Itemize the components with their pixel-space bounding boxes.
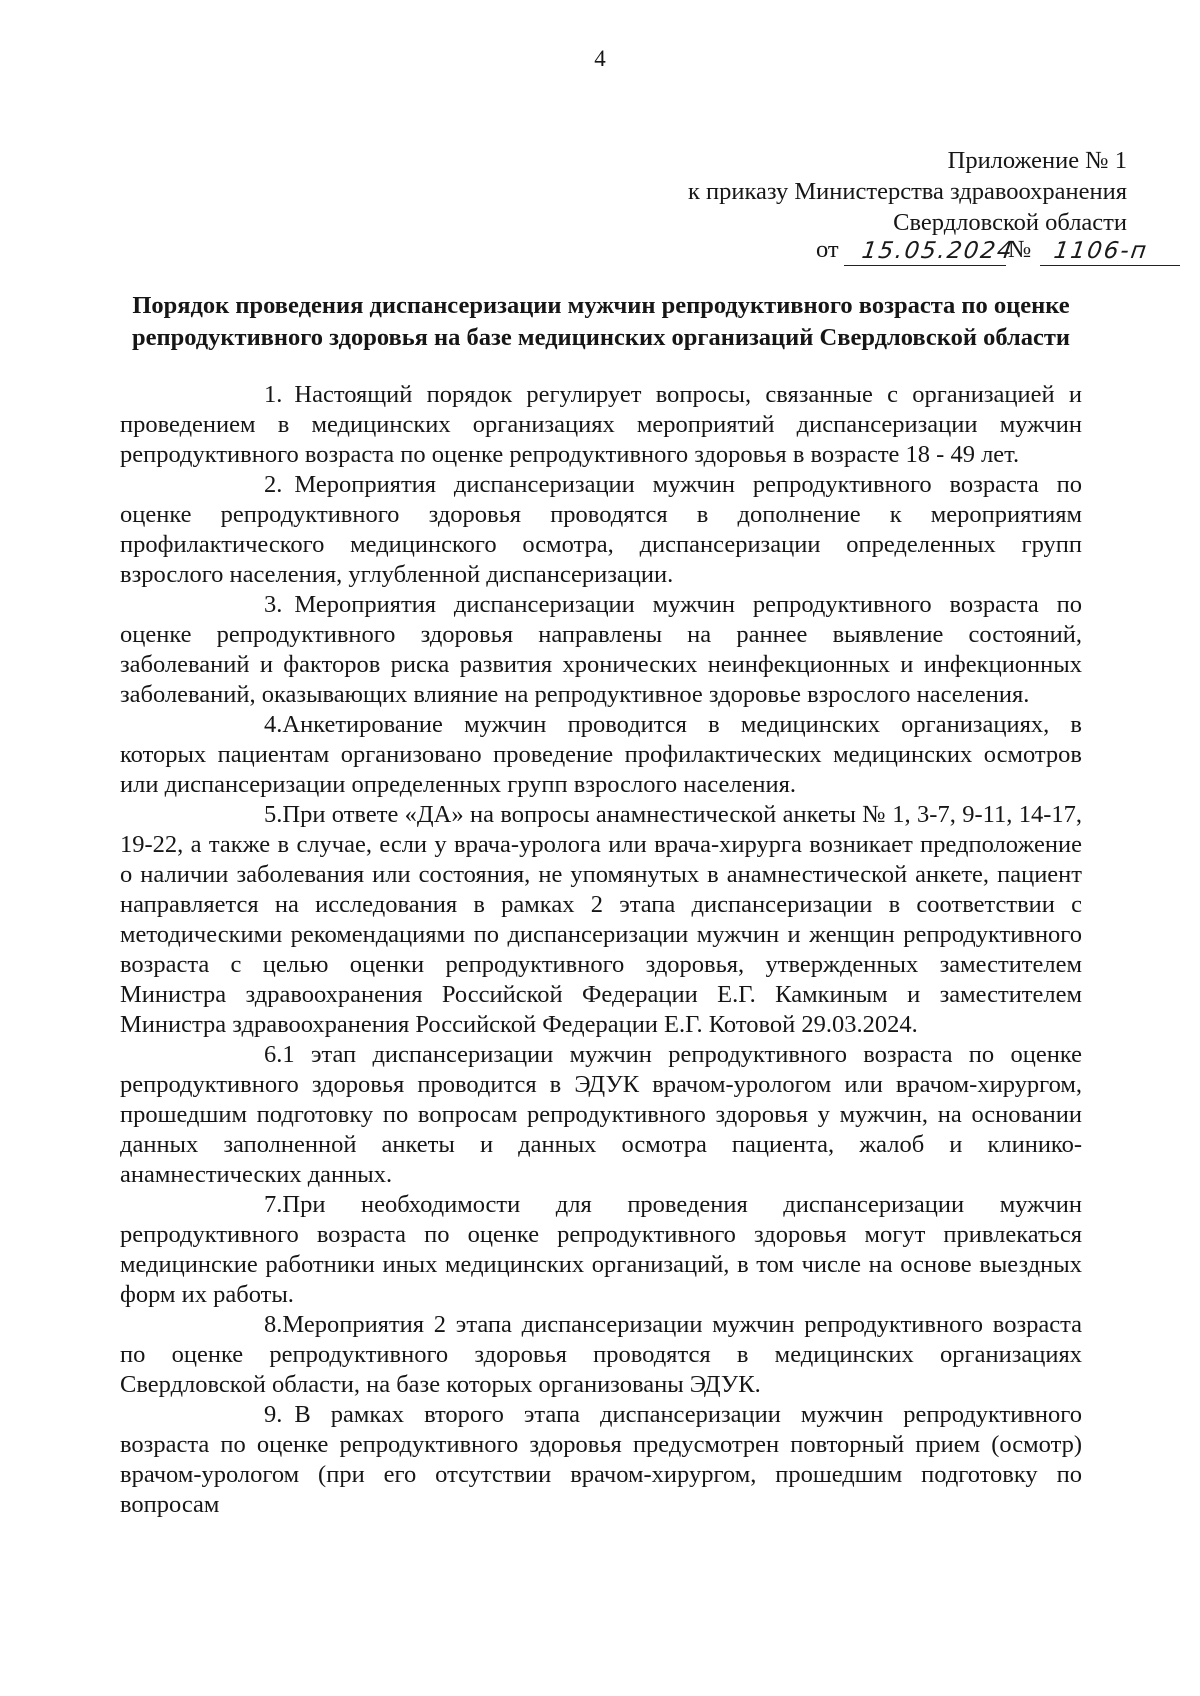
paragraph-4 [120, 710, 1082, 800]
appendix-title: Приложение № 1 [947, 147, 1127, 174]
appendix-order-reference: к приказу Министерства здравоохранения [687, 178, 1127, 205]
paragraph-8 [120, 1310, 1082, 1400]
from-label: от [816, 236, 839, 263]
paragraph-5 [120, 800, 1082, 1040]
paragraph-3 [120, 590, 1082, 710]
paragraph-number: 3. [264, 591, 283, 618]
order-date-number-line [816, 234, 1188, 268]
paragraph-number: 7. [264, 1191, 283, 1218]
handwritten-date: 15.05.2024 [860, 238, 1016, 264]
paragraph-text: При ответе «ДА» на вопросы анамнестической анкеты № 1, 3-7, 9-11, 14-17, 19-22, а также в случае, если у врача-уролога или врача-хирурга возникает предположение о наличии заболевания или состояния, не упомянутых в анамнестической анкете, пациент направляется на исследования в рамках 2 этапа диспансеризации в соответствии с методическими рекомендациями по диспансеризации мужчин и женщин репродуктивного возраста с целью оценки репродуктивного здоровья, утвержденных заместителем Министра здравоохранения Российской Федерации Е.Г. Камкиным и заместителем Министра здравоохранения Российской Федерации Е.Г. Котовой 29.03.2024. [120, 801, 1082, 1038]
paragraph-number: 5. [264, 801, 283, 828]
paragraph-2 [120, 470, 1082, 590]
paragraph-text: Мероприятия диспансеризации мужчин репродуктивного возраста по оценке репродуктивного здоровья проводятся в дополнение к мероприятиям профилактического медицинского осмотра, диспансеризации определенных групп взрослого населения, углубленной диспансеризации. [120, 471, 1082, 588]
paragraph-number: 8. [264, 1311, 283, 1338]
paragraph-text: Мероприятия 2 этапа диспансеризации мужчин репродуктивного возраста по оценке репродуктивного здоровья проводятся в медицинских организациях Свердловской области, на базе которых организованы ЭДУК. [120, 1311, 1082, 1398]
handwritten-number: 1106-п [1052, 238, 1150, 264]
paragraph-text: Мероприятия диспансеризации мужчин репродуктивного возраста по оценке репродуктивного здоровья направлены на раннее выявление состояний, заболеваний и факторов риска развития хронических неинфекционных и инфекционных заболеваний, оказывающих влияние на репродуктивное здоровье взрослого населения. [120, 591, 1082, 708]
document-body [120, 380, 1082, 1520]
appendix-region: Свердловской области [893, 209, 1127, 236]
paragraph-text: В рамках второго этапа диспансеризации мужчин репродуктивного возраста по оценке репродуктивного здоровья предусмотрен повторный прием (осмотр) врачом-урологом (при его отсутствии врачом-хирургом, прошедшим подготовку по вопросам [120, 1401, 1082, 1518]
appendix-header [507, 145, 1127, 238]
document-title: Порядок проведения диспансеризации мужчин репродуктивного возраста по оценке репродуктивного здоровья на базе медицинских организаций Свердловской области [131, 292, 1070, 351]
paragraph-text: 1 этап диспансеризации мужчин репродуктивного возраста по оценке репродуктивного здоровья проводится в ЭДУК врачом-урологом или врачом-хирургом, прошедшим подготовку по вопросам репродуктивного здоровья у мужчин, на основании данных заполненной анкеты и данных осмотра пациента, жалоб и клинико-анамнестических данных. [120, 1041, 1082, 1188]
paragraph-number: 4. [264, 711, 283, 738]
paragraph-9 [120, 1400, 1082, 1520]
page-number: 4 [594, 46, 606, 71]
number-label: № [1008, 236, 1032, 263]
paragraph-6 [120, 1040, 1082, 1190]
paragraph-number: 1. [264, 381, 283, 408]
paragraph-7 [120, 1190, 1082, 1310]
paragraph-text: При необходимости для проведения диспансеризации мужчин репродуктивного возраста по оценке репродуктивного здоровья могут привлекаться медицинские работники иных медицинских организаций, в том числе на основе выездных форм их работы. [120, 1191, 1082, 1308]
paragraph-1 [120, 380, 1082, 470]
paragraph-number: 9. [264, 1401, 283, 1428]
paragraph-number: 2. [264, 471, 283, 498]
paragraph-number: 6. [264, 1041, 283, 1068]
paragraph-text: Настоящий порядок регулирует вопросы, связанные с организацией и проведением в медицинских организациях мероприятий диспансеризации мужчин репродуктивного возраста по оценке репродуктивного здоровья в возрасте 18 - 49 лет. [120, 381, 1082, 468]
paragraph-text: Анкетирование мужчин проводится в медицинских организациях, в которых пациентам организовано проведение профилактических медицинских осмотров или диспансеризации определенных групп взрослого населения. [120, 711, 1082, 798]
